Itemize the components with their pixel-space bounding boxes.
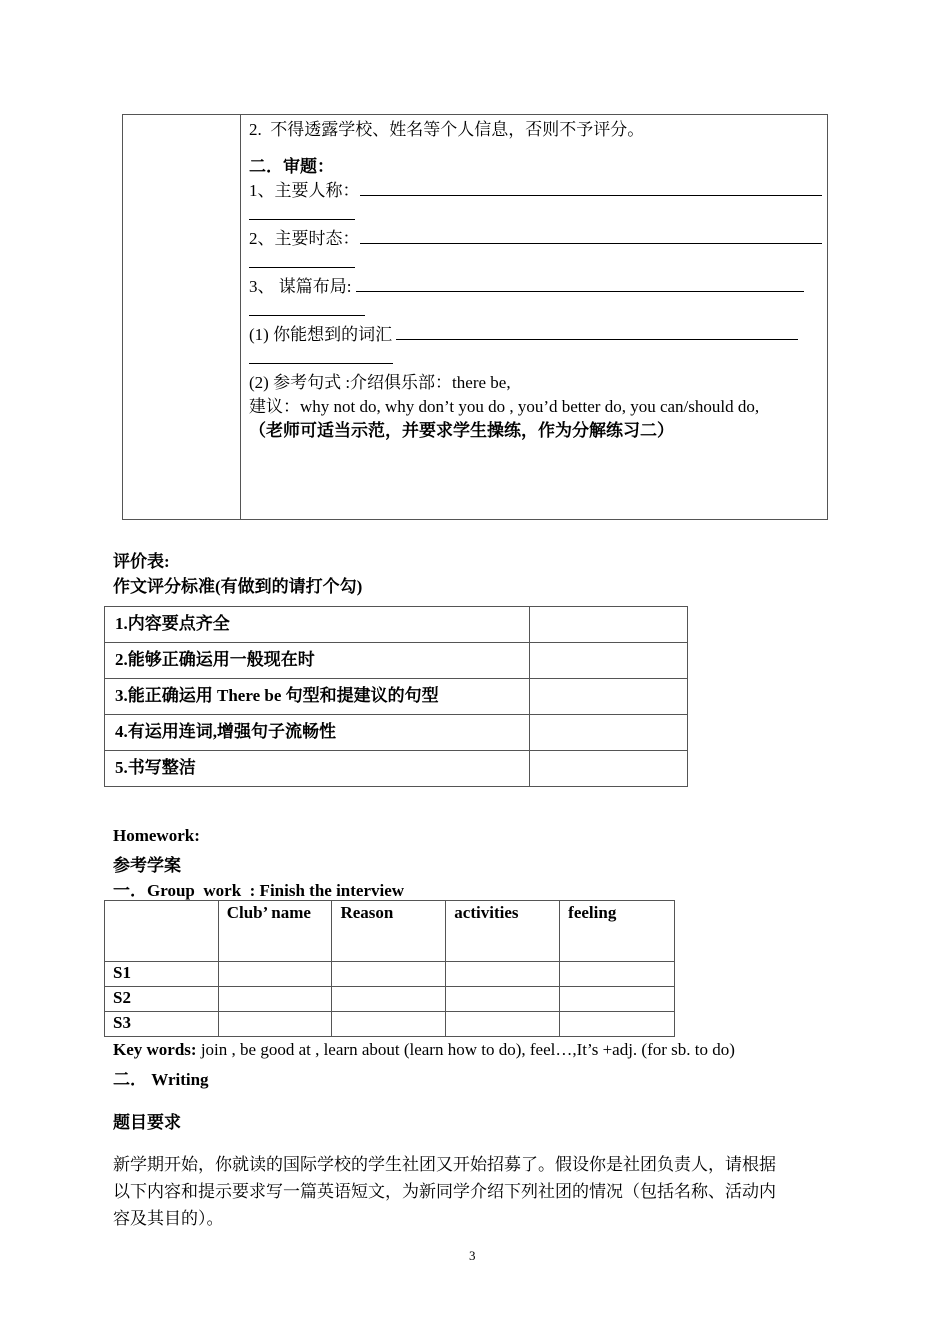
requirements-text (113, 1151, 843, 1232)
q3-label: 3、 谋篇布局: (249, 277, 356, 296)
rubric-criterion: 1.内容要点齐全 (105, 607, 530, 643)
q2-label: 2、主要时态： (249, 229, 360, 248)
rubric-check-cell[interactable] (530, 751, 688, 787)
q2-line (249, 227, 825, 251)
answer-cell[interactable] (218, 962, 332, 987)
requirements-line-1: 新学期开始，你就读的国际学校的学生社团又开始招募了。假设你是社团负责人，请根据 (113, 1155, 776, 1174)
rubric-row (105, 643, 688, 679)
q4-line (249, 323, 825, 347)
q2-blank (360, 227, 822, 244)
q5-line: (2) 参考句式 :介绍俱乐部：there be, (249, 373, 511, 392)
q1-line (249, 179, 825, 203)
student-label: S3 (105, 1012, 219, 1037)
answer-cell[interactable] (446, 987, 560, 1012)
q4-blank-cont (249, 347, 825, 371)
q4-label: (1) 你能想到的词汇 (249, 325, 397, 344)
column-divider (240, 115, 241, 519)
q6-line: 建议：why not do, why don’t you do , you’d better do, you can/should do, (249, 397, 760, 416)
header-feeling: feeling (560, 901, 675, 962)
homework-subtitle: 参考学案 (113, 856, 181, 875)
key-words-label: Key words: (113, 1040, 197, 1059)
header-club-name: Club’ name (218, 901, 332, 962)
answer-cell[interactable] (560, 1012, 675, 1037)
answer-cell[interactable] (332, 1012, 446, 1037)
rubric-criterion: 3.能正确运用 There be 句型和提建议的句型 (105, 679, 530, 715)
key-words-line (113, 1040, 735, 1060)
q1-blank-2 (249, 203, 355, 220)
q1-blank (360, 179, 822, 196)
q2-blank-2 (249, 251, 355, 268)
rubric-table (104, 606, 688, 787)
writing-title: 二． Writing (113, 1070, 209, 1089)
q3-blank-2 (249, 299, 365, 316)
q1-label: 1、主要人称： (249, 181, 360, 200)
interview-table (104, 900, 675, 1037)
requirements-title: 题目要求 (113, 1113, 181, 1132)
interview-row (105, 987, 675, 1012)
q3-blank (356, 275, 804, 292)
header-cell-blank (105, 901, 219, 962)
key-words-text: join , be good at , learn about (learn how to do), feel…,It’s +adj. (for sb. to do) (196, 1040, 735, 1059)
answer-cell[interactable] (560, 987, 675, 1012)
rubric-check-cell[interactable] (530, 679, 688, 715)
q3-blank-cont (249, 299, 825, 323)
rubric-row (105, 607, 688, 643)
answer-cell[interactable] (218, 987, 332, 1012)
rubric-check-cell[interactable] (530, 643, 688, 679)
q1-blank-cont (249, 203, 825, 227)
q4-blank (396, 323, 798, 340)
q2-blank-cont (249, 251, 825, 275)
interview-row (105, 962, 675, 987)
evaluation-subtitle: 作文评分标准(有做到的请打个勾) (113, 577, 363, 596)
q4-blank-2 (249, 347, 393, 364)
requirements-line-2: 以下内容和提示要求写一篇英语短文，为新同学介绍下列社团的情况（包括名称、活动内 (113, 1182, 776, 1201)
header-activities: activities (446, 901, 560, 962)
answer-cell[interactable] (218, 1012, 332, 1037)
interview-header-row (105, 901, 675, 962)
requirements-line-3: 容及其目的）。 (113, 1209, 224, 1228)
homework-title: Homework: (113, 826, 200, 845)
q7-line: （老师可适当示范，并要求学生操练，作为分解练习二） (249, 421, 674, 440)
group-work-title: 一．Group work : Finish the interview (113, 881, 405, 900)
rubric-criterion: 2.能够正确运用一般现在时 (105, 643, 530, 679)
interview-row (105, 1012, 675, 1037)
rubric-row (105, 751, 688, 787)
answer-cell[interactable] (446, 1012, 560, 1037)
rubric-check-cell[interactable] (530, 715, 688, 751)
rubric-criterion: 4.有运用连词,增强句子流畅性 (105, 715, 530, 751)
evaluation-title: 评价表: (113, 552, 170, 571)
rubric-row (105, 715, 688, 751)
top-box-table (122, 114, 828, 520)
rule-line-2: 2. 不得透露学校、姓名等个人信息，否则不予评分。 (249, 120, 645, 139)
q3-line (249, 275, 825, 299)
student-label: S1 (105, 962, 219, 987)
section2-title: 二．审题： (249, 157, 334, 176)
rubric-criterion: 5.书写整洁 (105, 751, 530, 787)
student-label: S2 (105, 987, 219, 1012)
page-number: 3 (469, 1248, 476, 1263)
header-reason: Reason (332, 901, 446, 962)
answer-cell[interactable] (332, 962, 446, 987)
answer-cell[interactable] (332, 987, 446, 1012)
answer-cell[interactable] (560, 962, 675, 987)
top-box-content (249, 117, 825, 443)
rubric-check-cell[interactable] (530, 607, 688, 643)
rubric-row (105, 679, 688, 715)
answer-cell[interactable] (446, 962, 560, 987)
